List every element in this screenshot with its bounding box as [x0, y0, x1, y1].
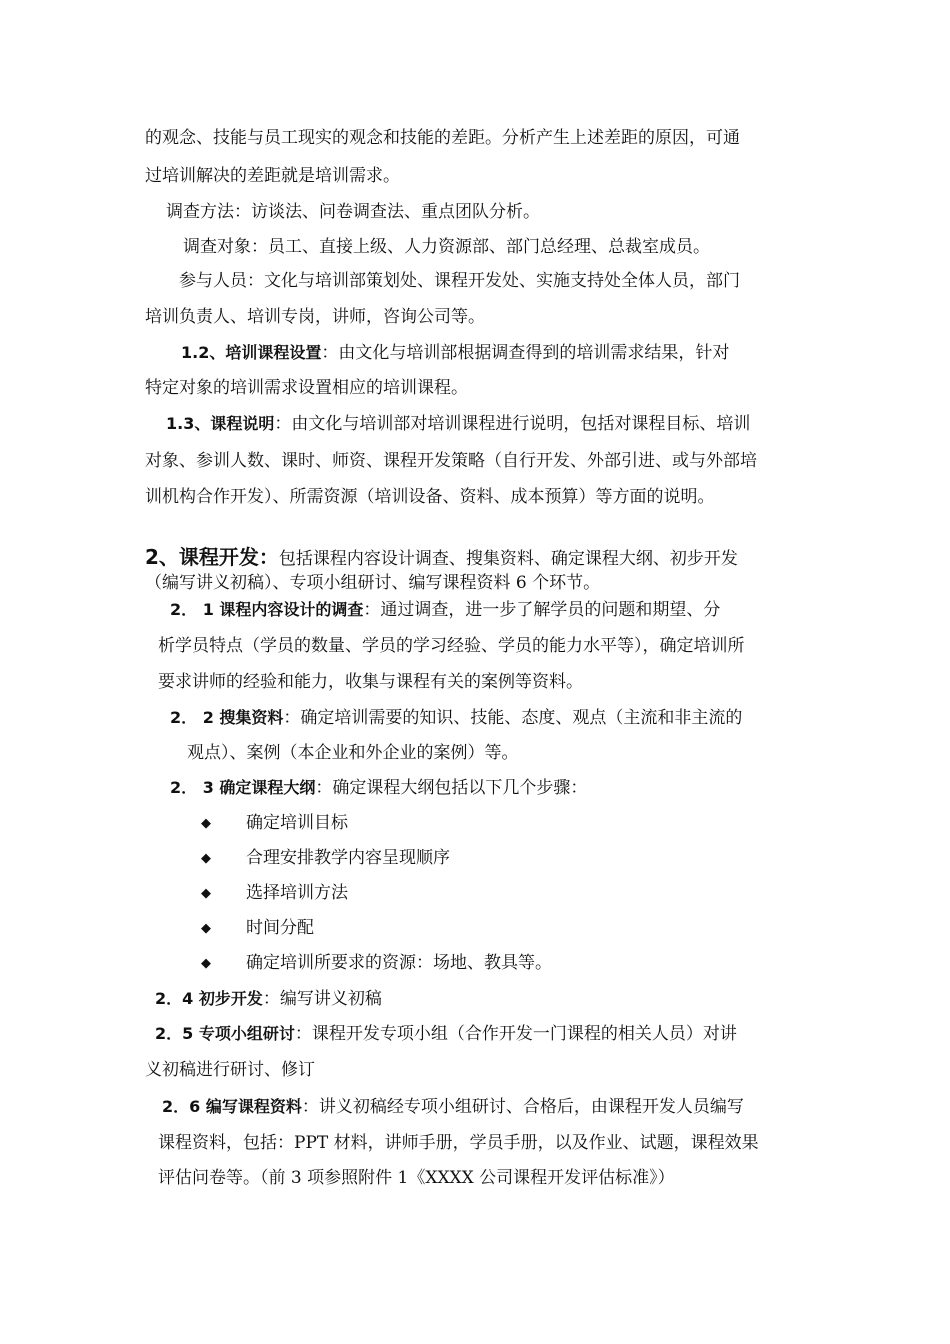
section-2-4-heading: 2．4 初步开发	[155, 989, 263, 1008]
section-1-2-line-1	[181, 341, 729, 365]
section-2-5-line-1	[155, 1022, 737, 1046]
section-2-4-text-1: ：编写讲义初稿	[262, 989, 382, 1009]
survey-object: 调查对象：员工、直接上级、人力资源部、部门总经理、总裁室成员。	[183, 237, 710, 257]
section-2-6-line-3: 评估问卷等。（前 3 项参照附件 1《XXXX 公司课程开发评估标准》）	[158, 1168, 675, 1188]
section-2-1-line-1	[170, 598, 720, 622]
survey-method: 调查方法：访谈法、问卷调查法、重点团队分析。	[166, 202, 540, 222]
section-1-3-line-2: 对象、参训人数、课时、师资、课程开发策略（自行开发、外部引进、或与外部培	[145, 451, 757, 471]
step-3: 选择培训方法	[246, 883, 348, 903]
bullet-diamond-icon: ◆	[201, 921, 211, 936]
step-2: 合理安排教学内容呈现顺序	[246, 848, 450, 868]
step-4: 时间分配	[246, 918, 314, 938]
section-2-6-text-1: ：讲义初稿经专项小组研讨、合格后，由课程开发人员编写	[301, 1097, 744, 1117]
section-2-line-1	[145, 545, 738, 571]
survey-participants-1: 参与人员：文化与培训部策划处、课程开发处、实施支持处全体人员，部门	[179, 271, 740, 291]
step-1: 确定培训目标	[246, 813, 348, 833]
section-1-3-heading: 1.3、课程说明	[166, 414, 275, 433]
section-1-2-heading: 1.2、培训课程设置	[181, 343, 322, 362]
section-2-2-line-1	[170, 706, 742, 730]
section-2-1-heading: 2． 1 课程内容设计的调查	[170, 600, 364, 619]
section-2-3-heading: 2． 3 确定课程大纲	[170, 778, 316, 797]
section-2-6-line-1	[162, 1095, 744, 1119]
section-1-3-line-3: 训机构合作开发）、所需资源（培训设备、资料、成本预算）等方面的说明。	[145, 487, 715, 507]
section-2-5-heading: 2．5 专项小组研讨	[155, 1024, 295, 1043]
section-2-4-line-1	[155, 987, 382, 1011]
survey-participants-2: 培训负责人、培训专岗，讲师，咨询公司等。	[145, 307, 485, 327]
section-2-3-line-1	[170, 776, 587, 800]
bullet-diamond-icon: ◆	[201, 816, 211, 831]
section-2-text-1: 包括课程内容设计调查、搜集资料、确定课程大纲、初步开发	[278, 549, 738, 569]
section-2-1-line-2: 析学员特点（学员的数量、学员的学习经验、学员的能力水平等），确定培训所	[158, 636, 745, 656]
step-5: 确定培训所要求的资源：场地、教具等。	[246, 953, 552, 973]
section-1-3-line-1	[166, 412, 750, 436]
section-2-2-heading: 2． 2 搜集资料	[170, 708, 284, 727]
section-2-6-heading: 2．6 编写课程资料	[162, 1097, 302, 1116]
section-2-1-text-1: ：通过调查，进一步了解学员的问题和期望、分	[363, 600, 721, 620]
intro-line-1: 的观念、技能与员工现实的观念和技能的差距。分析产生上述差距的原因，可通	[145, 128, 740, 148]
section-1-2-line-2: 特定对象的培训需求设置相应的培训课程。	[145, 378, 468, 398]
section-2-5-text-1: ：课程开发专项小组（合作开发一门课程的相关人员）对讲	[294, 1024, 737, 1044]
section-2-2-text-1: ：确定培训需要的知识、技能、态度、观点（主流和非主流的	[283, 708, 743, 728]
section-2-1-line-3: 要求讲师的经验和能力，收集与课程有关的案例等资料。	[158, 672, 583, 692]
section-2-line-2: （编写讲义初稿）、专项小组研讨、编写课程资料 6 个环节。	[145, 573, 601, 593]
bullet-diamond-icon: ◆	[201, 851, 211, 866]
section-1-2-text-1: ：由文化与培训部根据调查得到的培训需求结果，针对	[321, 343, 730, 363]
section-1-3-text-1: ：由文化与培训部对培训课程进行说明，包括对课程目标、培训	[274, 414, 751, 434]
bullet-diamond-icon: ◆	[201, 956, 211, 971]
intro-line-2: 过培训解决的差距就是培训需求。	[145, 166, 400, 186]
section-2-3-text-1: ：确定课程大纲包括以下几个步骤：	[315, 778, 588, 798]
section-2-heading: 2、课程开发：	[145, 545, 279, 569]
section-2-2-line-2: 观点）、案例（本企业和外企业的案例）等。	[187, 743, 519, 763]
section-2-5-line-2: 义初稿进行研讨、修订	[145, 1060, 315, 1080]
section-2-6-line-2: 课程资料，包括：PPT 材料，讲师手册，学员手册，以及作业、试题，课程效果	[158, 1133, 759, 1153]
bullet-diamond-icon: ◆	[201, 886, 211, 901]
